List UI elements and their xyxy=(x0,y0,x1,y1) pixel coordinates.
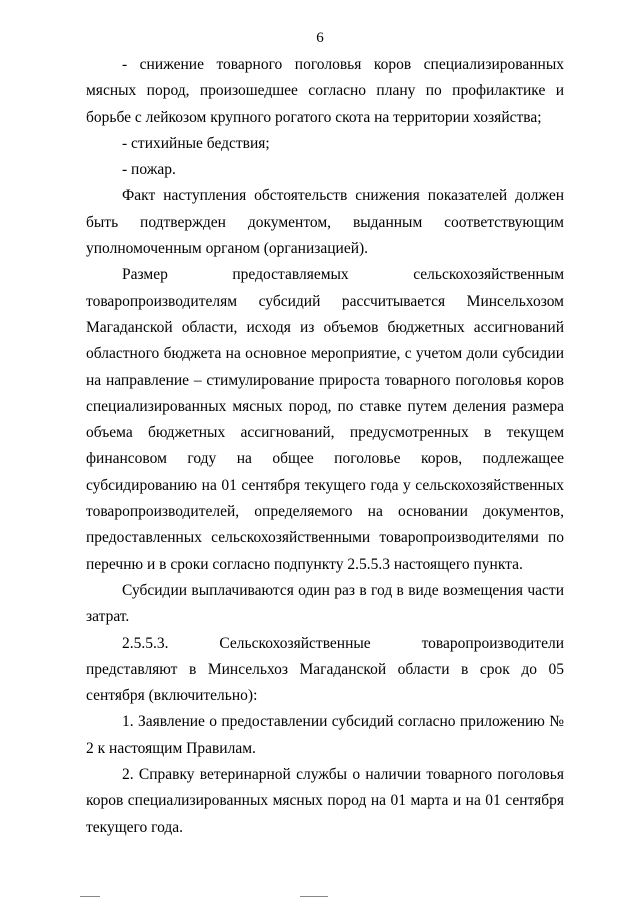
paragraph-subsidy-size: Размер предоставляемых сельскохозяйственным товаропроизводителям субсидий рассчитывается Минсельхозом Магаданской области, исходя из объемов бюджетных ассигнований областного бюджета на основное мероприятие, с учетом доли субсидии на направление – стимулирование прироста товарного поголовья коров специализированных мясных пород, по ставке путем деления размера объема бюджетных ассигнований, предусмотренных в текущем финансовом году на общее поголовье коров, подлежащее субсидированию на 01 сентября текущего года у сельскохозяйственных товаропроизводителей, определяемого на основании документов, предоставленных сельскохозяйственными товаропроизводителями по перечню и в сроки согласно подпункту 2.5.5.3 настоящего пункта. xyxy=(86,266,564,573)
document-body xyxy=(86,52,564,841)
scan-edge-mark xyxy=(300,896,328,897)
paragraph-natural-disasters: - стихийные бедствия; xyxy=(122,134,270,152)
page-number: 6 xyxy=(316,30,324,46)
paragraph-2-5-5-3: 2.5.5.3. Сельскохозяйственные товаропроизводители представляют в Минсельхоз Магаданской области в срок до 05 сентября (включительно): xyxy=(86,634,564,705)
paragraph-item-2: 2. Справку ветеринарной службы о наличии товарного поголовья коров специализированных мясных пород на 01 марта и на 01 сентября текущего года. xyxy=(86,766,564,836)
paragraph-item-1: 1. Заявление о предоставлении субсидий согласно приложению № 2 к настоящим Правилам. xyxy=(86,713,564,757)
paragraph-payment: Субсидии выплачиваются один раз в год в виде возмещения части затрат. xyxy=(86,581,564,626)
paragraph-fire: - пожар. xyxy=(122,161,176,179)
paragraph-livestock-reduction: - снижение товарного поголовья коров специализированных мясных пород, произошедшее согласно плану по профилактике и борьбе с лейкозом крупного рогатого скота на территории хозяйства; xyxy=(86,56,564,126)
scan-edge-mark xyxy=(80,896,100,897)
paragraph-confirmation: Факт наступления обстоятельств снижения показателей должен быть подтвержден документом, выданным соответствующим уполномоченным органом (организацией). xyxy=(86,187,564,258)
